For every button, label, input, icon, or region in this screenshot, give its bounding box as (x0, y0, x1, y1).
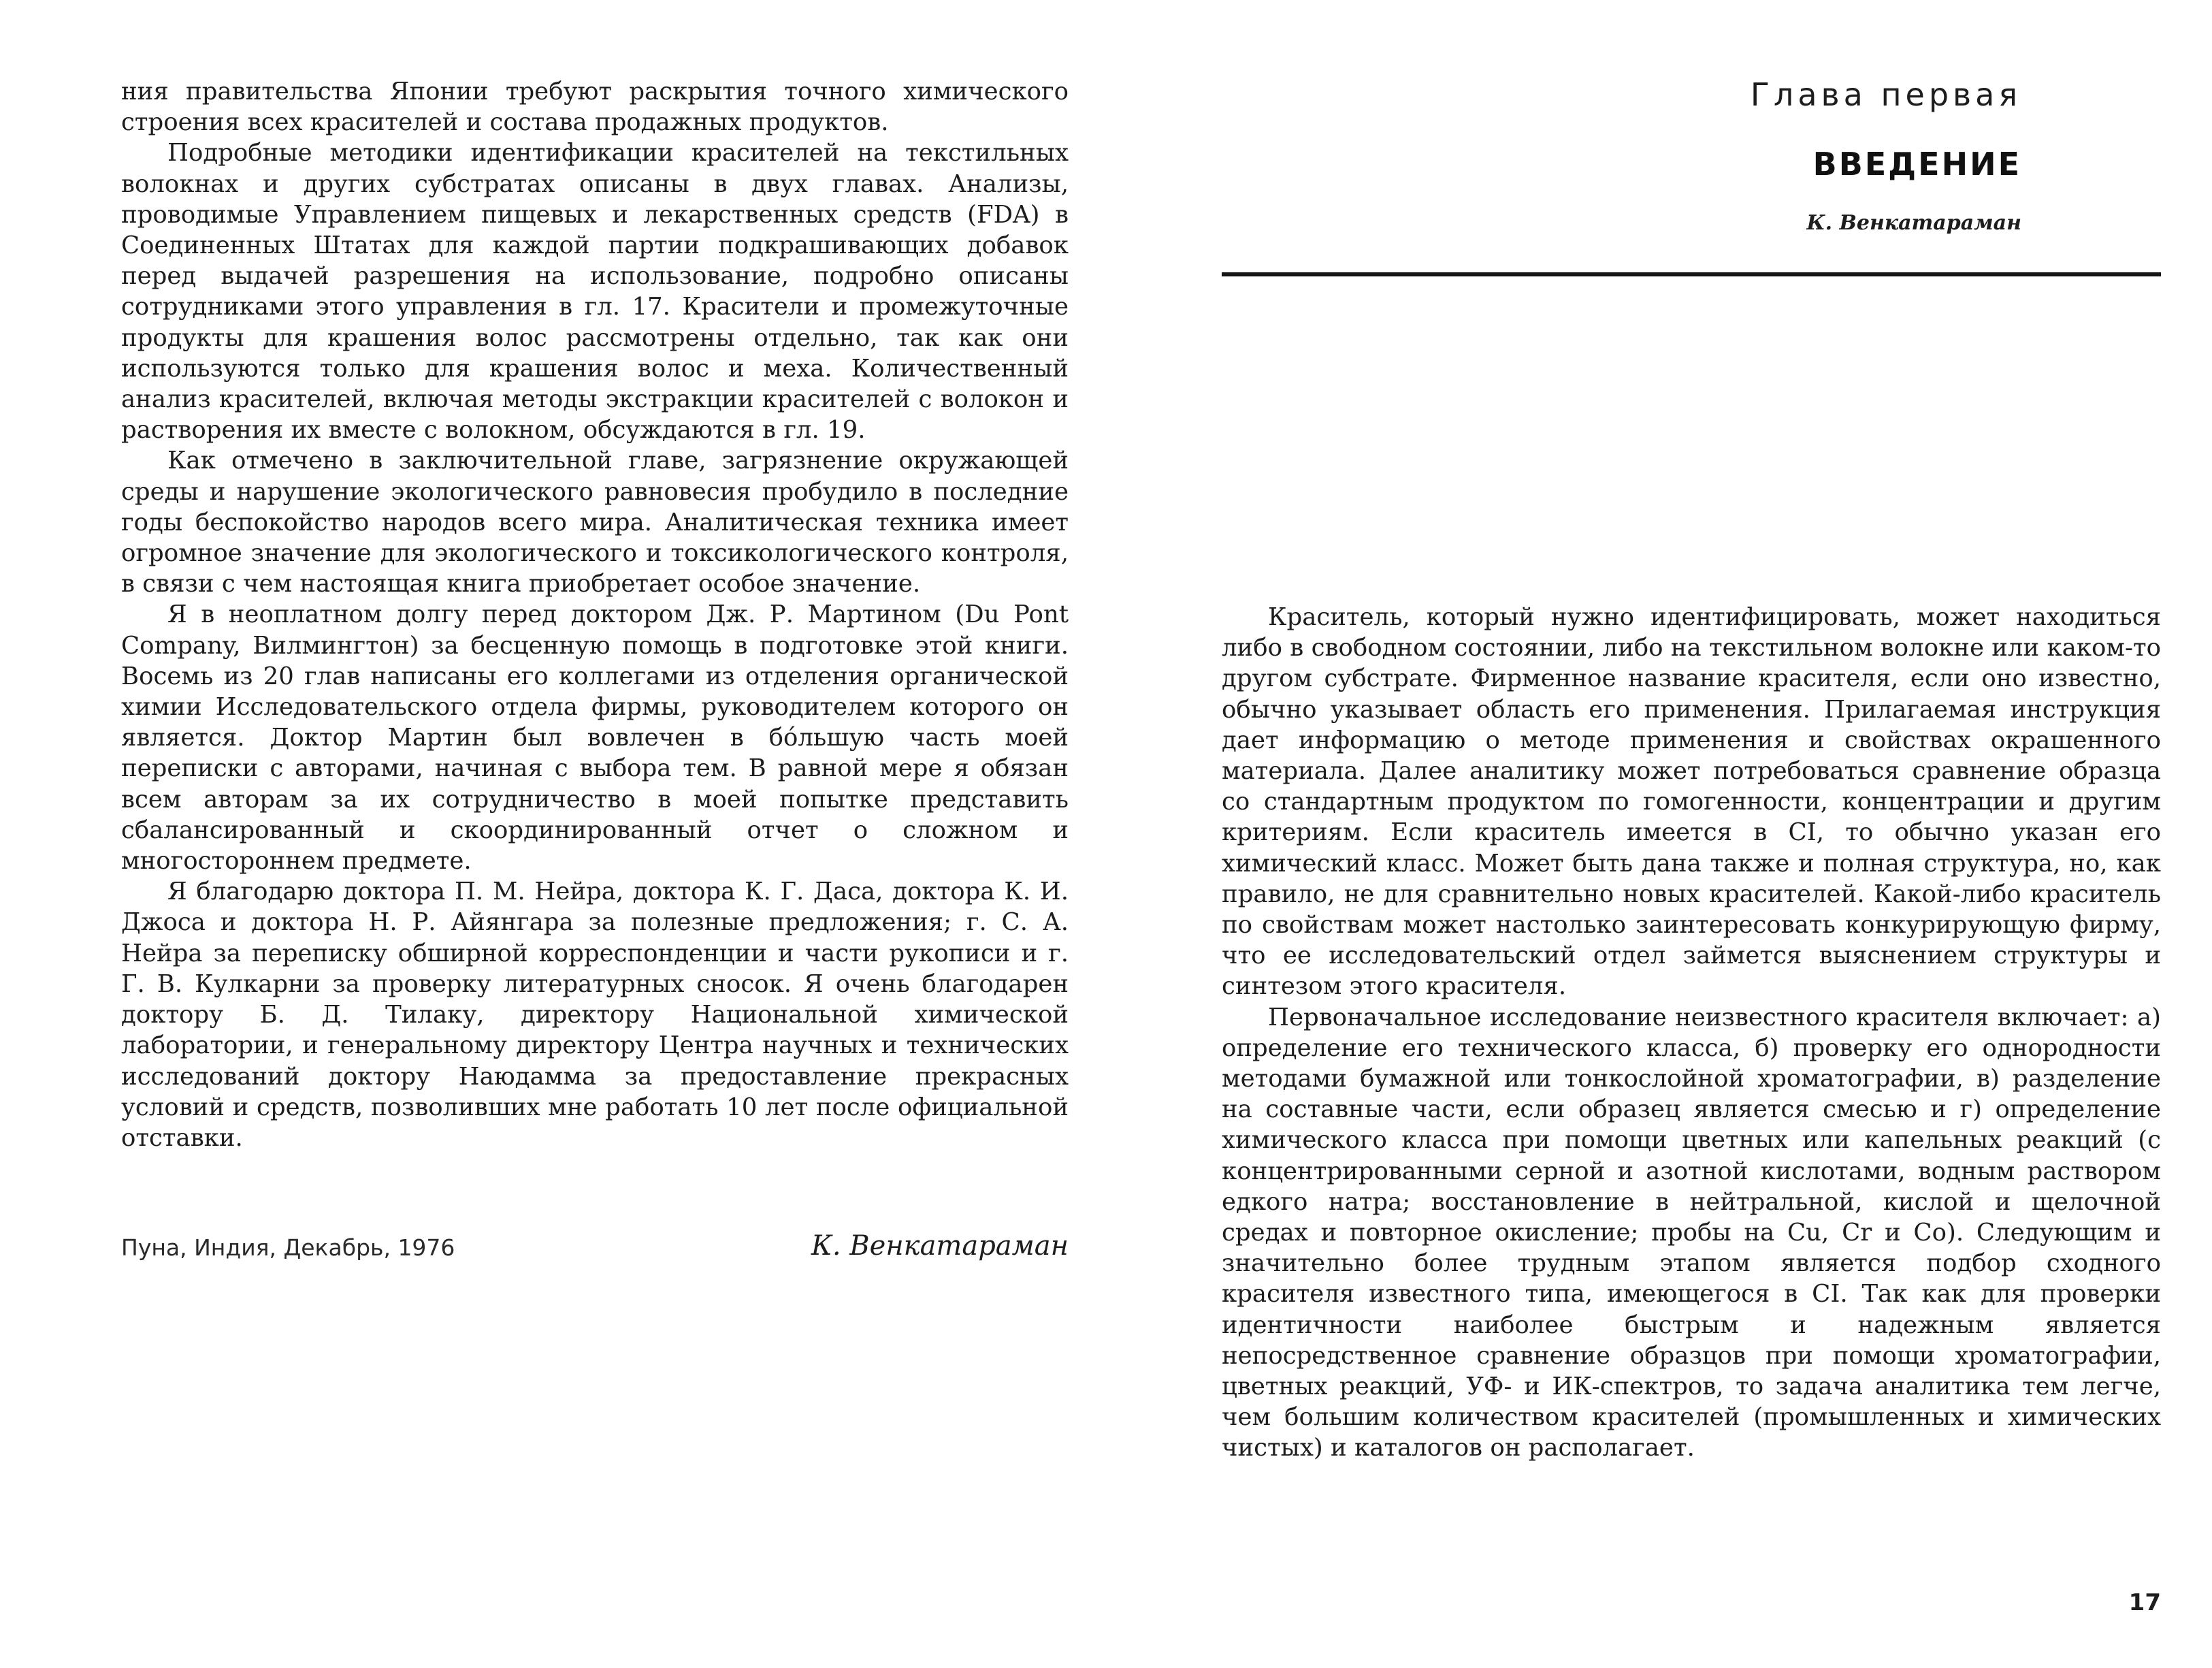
chapter-heading (1751, 76, 2021, 235)
chapter-author: К. Венкатараман (1806, 211, 2021, 235)
left-paragraph-5: Я благодарю доктора П. М. Нейра, доктора К. Г. Даса, доктора К. И. Джоса и доктора Н. Р. Айянгара за полезные предложения; г. С. А. Нейра за переписку обширной корреспонденции и части рукописи и г. Г. В. Кулкарни за проверку литературных сносок. Я очень благодарен доктору Б. Д. Тилаку, директору Национальной химической лаборатории, и генеральному директору Центра научных и технических исследований доктору Наюдамма за предоставление прекрасных условий и средств, позволивших мне работать 10 лет после официальной отставки. (121, 878, 1069, 1152)
left-paragraph-1: ния правительства Японии требуют раскрытия точного химического строения всех красителей и состава продажных продуктов. (121, 78, 1069, 137)
left-page (121, 76, 1069, 1262)
place-date: Пуна, Индия, Декабрь, 1976 (121, 1234, 455, 1261)
page-number: 17 (2128, 1589, 2161, 1616)
right-paragraph-1: Краситель, который нужно идентифицировать, может находиться либо в свободном состоянии, либо на текстильном волокне или каком-то другом субстрате. Фирменное название красителя, если оно известно, обычно указывает область его применения. Прилагаемая инструкция дает информацию о методе применения и свойствах окрашенного материала. Далее аналитику может потребоваться сравнение образца со стандартным продуктом по гомогенности, концентрации и другим критериям. Если краситель имеется в CI, то обычно указан его химический класс. Может быть дана также и полная структура, но, как правило, не для сравнительно новых красителей. Какой-либо краситель по свойствам может настолько заинтересовать конкурирующую фирму, что ее исследовательский отдел займется выяснением структуры и синтезом этого красителя. (1222, 603, 2161, 1001)
chapter-divider-rule (1222, 272, 2161, 276)
chapter-label: Глава первая (1750, 76, 2021, 113)
left-paragraph-3: Как отмечено в заключительной главе, загрязнение окружающей среды и нарушение экологического равновесия пробудило в последние годы беспокойство народов всего мира. Аналитическая техника имеет огромное значение для экологического и токсикологического контроля, в связи с чем настоящая книга приобретает особое значение. (121, 447, 1069, 598)
preface-signature: К. Венкатараман (811, 1230, 1069, 1262)
left-page-body (121, 76, 1069, 1153)
right-paragraph-2: Первоначальное исследование неизвестного красителя включает: а) определение его технического класса, б) проверку его однородности методами бумажной или тонкослойной хроматографии, в) разделение на составные части, если образец является смесью и г) определение химического класса при помощи цветных или капельных реакций (с концентрированными серной и азотной кислотами, водным раствором едкого натра; восстановление в нейтральной, кислой и щелочной средах и повторное окисление; пробы на Cu, Cr и Co). Следующим и значительно более трудным этапом является подбор сходного красителя известного типа, имеющегося в CI. Так как для проверки идентичности наиболее быстрым и надежным является непосредственное сравнение образцов при помощи хроматографии, цветных реакций, УФ- и ИК-спектров, то задача аналитика тем легче, чем большим количеством красителей (промышленных и химических чистых) и каталогов он располагает. (1222, 1003, 2161, 1462)
left-paragraph-4: Я в неоплатном долгу перед доктором Дж. Р. Мартином (Du Pont Company, Вилмингтон) за бесценную помощь в подготовке этой книги. Восемь из 20 глав написаны его коллегами из отделения органической химии Исследовательского отдела фирмы, руководителем которого он является. Доктор Мартин был вовлечен в бóльшую часть моей переписки с авторами, начиная с выбора тем. В равной мере я обязан всем авторам за их сотрудничество в моей попытке представить сбалансированный и скоординированный отчет о сложном и многостороннем предмете. (121, 600, 1069, 876)
preface-signature-row (121, 1230, 1069, 1271)
right-page-body (1222, 602, 2161, 1464)
chapter-title: ВВЕДЕНИЕ (1812, 146, 2021, 182)
left-paragraph-2: Подробные методики идентификации красителей на текстильных волокнах и других субстратах описаны в двух главах. Анализы, проводимые Управлением пищевых и лекарственных средств (FDA) в Соединенных Штатах для каждой партии подкрашивающих добавок перед выдачей разрешения на использование, подробно описаны сотрудниками этого управления в гл. 17. Красители и промежуточные продукты для крашения волос рассмотрены отдельно, так как они используются только для крашения волос и меха. Количественный анализ красителей, включая методы экстракции красителей с волокон и растворения их вместе с волокном, обсуждаются в гл. 19. (121, 139, 1069, 445)
